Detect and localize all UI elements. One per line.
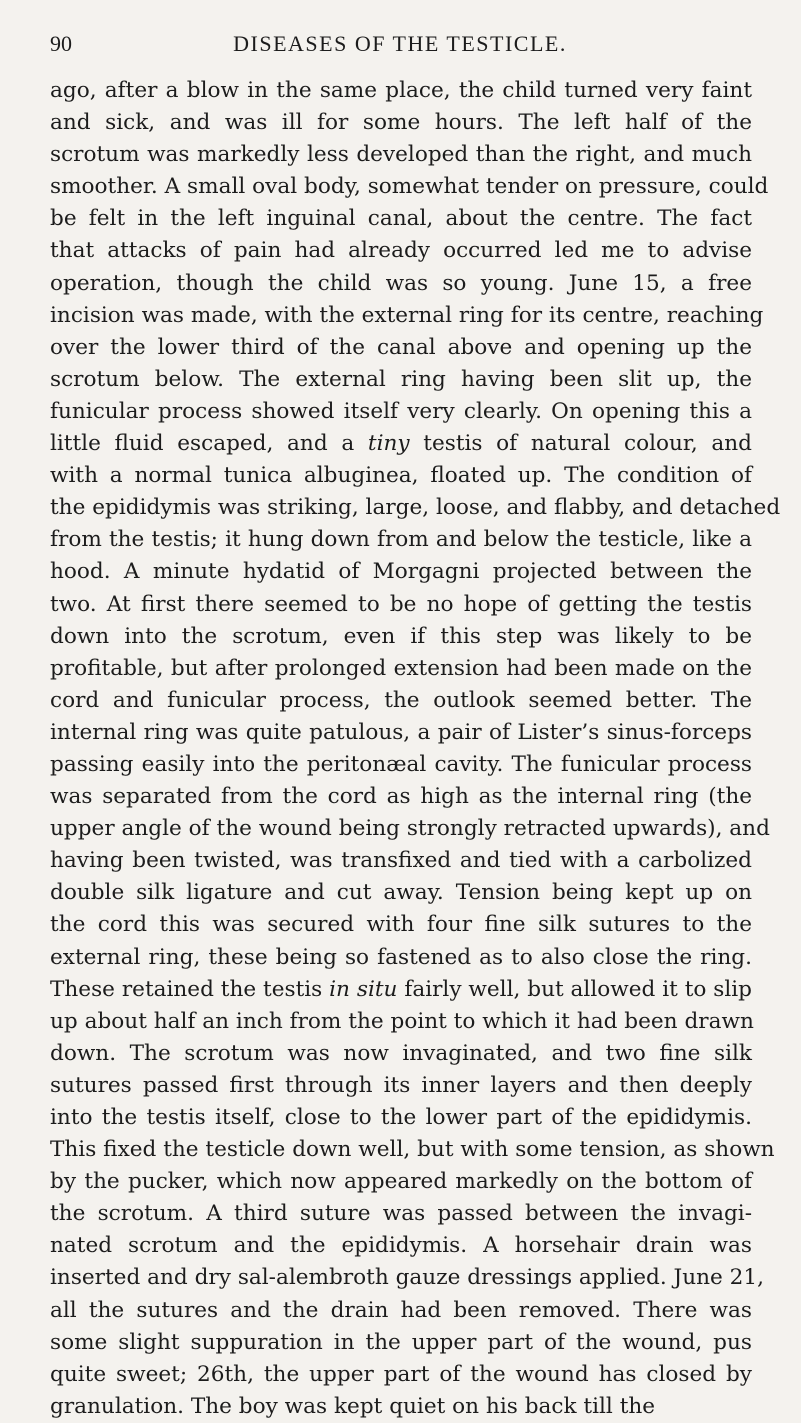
text-line [50, 300, 764, 332]
text-segment: testis of natural colour, and [409, 431, 753, 457]
text-segment: passing easily into the peritonæal cavity. The funicular process [50, 751, 752, 777]
text-line [50, 1391, 752, 1423]
text-segment: incision was made, with the external ring for its centre, reaching [50, 302, 764, 328]
text-segment: the epididymis was striking, large, loose, and flabby, and detached [50, 495, 781, 521]
text-segment: down into the scrotum, even if this step was likely to be [50, 623, 752, 649]
text-segment: internal ring was quite patulous, a pair of Lister’s sinus-forceps [50, 719, 752, 745]
text-segment: up about half an inch from the point to which it had been drawn [50, 1008, 754, 1034]
text-line [50, 171, 769, 203]
text-segment: all the sutures and the drain had been removed. There was [50, 1297, 752, 1323]
text-segment: scrotum below. The external ring having been slit up, the [50, 366, 752, 392]
text-line [50, 1295, 752, 1327]
text-segment: and sick, and was ill for some hours. The left half of the [50, 110, 752, 136]
text-line [50, 877, 752, 909]
text-line [50, 1134, 775, 1166]
text-line [50, 813, 770, 845]
text-segment: over the lower third of the canal above and opening up the [50, 334, 752, 360]
text-segment: was separated from the cord as high as the internal ring (the [50, 784, 752, 810]
text-line [50, 942, 752, 974]
text-segment: upper angle of the wound being strongly retracted upwards), and [50, 816, 770, 842]
text-line [50, 1262, 765, 1294]
text-line [50, 1102, 752, 1134]
text-line [50, 717, 752, 749]
text-line [50, 524, 752, 556]
text-line [50, 1230, 752, 1262]
text-line [50, 1166, 752, 1198]
text-line [50, 203, 752, 235]
text-line [50, 974, 752, 1006]
text-segment: granulation. The boy was kept quiet on his back till the [50, 1393, 656, 1419]
text-segment: inserted and dry sal-alembroth gauze dressings applied. June 21, [50, 1265, 765, 1291]
running-title: DISEASES OF THE TESTICLE. [233, 31, 567, 56]
text-line [50, 909, 752, 941]
text-segment: smoother. A small oval body, somewhat tender on pressure, could [50, 174, 769, 200]
body-text [50, 75, 781, 1423]
text-line [50, 492, 781, 524]
text-segment: that attacks of pain had already occurred led me to advise [50, 238, 752, 264]
text-line [50, 364, 752, 396]
text-segment: sutures passed first through its inner layers and then deeply [50, 1072, 752, 1098]
page-header [50, 30, 750, 62]
text-segment: with a normal tunica albuginea, floated up. The condition of [50, 463, 752, 489]
text-line [50, 235, 752, 267]
text-segment: profitable, but after prolonged extension had been made on the [50, 655, 752, 681]
text-segment: having been twisted, was transfixed and tied with a carbolized [50, 848, 752, 874]
text-segment: down. The scrotum was now invaginated, and two fine silk [50, 1040, 752, 1066]
text-line [50, 107, 752, 139]
text-line [50, 332, 752, 364]
text-line [50, 428, 752, 460]
text-line [50, 749, 752, 781]
text-line [50, 1198, 752, 1230]
text-line [50, 845, 752, 877]
text-segment: little fluid escaped, and a [50, 431, 368, 457]
text-segment: into the testis itself, close to the lower part of the epididymis. [50, 1105, 752, 1130]
text-line [50, 1006, 752, 1038]
text-line [50, 653, 752, 685]
text-segment: This fixed the testicle down well, but with some tension, as shown [50, 1137, 775, 1163]
text-line [50, 460, 752, 492]
text-segment: These retained the testis [50, 976, 330, 1002]
text-segment: cord and funicular process, the outlook seemed better. The [50, 687, 752, 713]
text-line [50, 621, 752, 653]
text-line [50, 396, 752, 428]
italic-text: in situ [329, 976, 398, 1002]
text-line [50, 268, 752, 300]
text-line [50, 139, 752, 171]
text-line [50, 589, 752, 621]
text-segment: funicular process showed itself very clearly. On opening this a [50, 398, 752, 424]
text-segment: ago, after a blow in the same place, the child turned very faint [50, 78, 752, 103]
text-segment: be felt in the left inguinal canal, about the centre. The fact [50, 206, 752, 232]
text-segment: from the testis; it hung down from and below the testicle, like a [50, 527, 752, 553]
text-segment: hood. A minute hydatid of Morgagni projected between the [50, 559, 752, 585]
text-segment: by the pucker, which now appeared markedly on the bottom of [50, 1169, 752, 1195]
text-segment: the cord this was secured with four fine silk sutures to the [50, 912, 752, 938]
text-segment: some slight suppuration in the upper part of the wound, pus [50, 1329, 752, 1355]
text-segment: operation, though the child was so young. June 15, a free [50, 270, 752, 296]
text-line [50, 781, 752, 813]
text-segment: external ring, these being so fastened as to also close the ring. [50, 944, 752, 970]
page-number: 90 [50, 31, 72, 56]
text-line [50, 1038, 752, 1070]
text-segment: quite sweet; 26th, the upper part of the wound has closed by [50, 1361, 752, 1387]
text-segment: the scrotum. A third suture was passed between the invagi- [50, 1201, 752, 1227]
text-segment: double silk ligature and cut away. Tension being kept up on [50, 880, 752, 906]
text-segment: nated scrotum and the epididymis. A horsehair drain was [50, 1233, 752, 1259]
text-line [50, 1327, 752, 1359]
text-segment: scrotum was markedly less developed than the right, and much [50, 142, 752, 168]
text-line [50, 1070, 752, 1102]
text-segment: fairly well, but allowed it to slip [397, 976, 752, 1002]
italic-text: tiny [367, 431, 410, 457]
text-segment: two. At first there seemed to be no hope of getting the testis [50, 591, 752, 617]
text-line [50, 75, 752, 107]
text-line [50, 685, 752, 717]
text-line [50, 1359, 752, 1391]
text-line [50, 556, 752, 588]
